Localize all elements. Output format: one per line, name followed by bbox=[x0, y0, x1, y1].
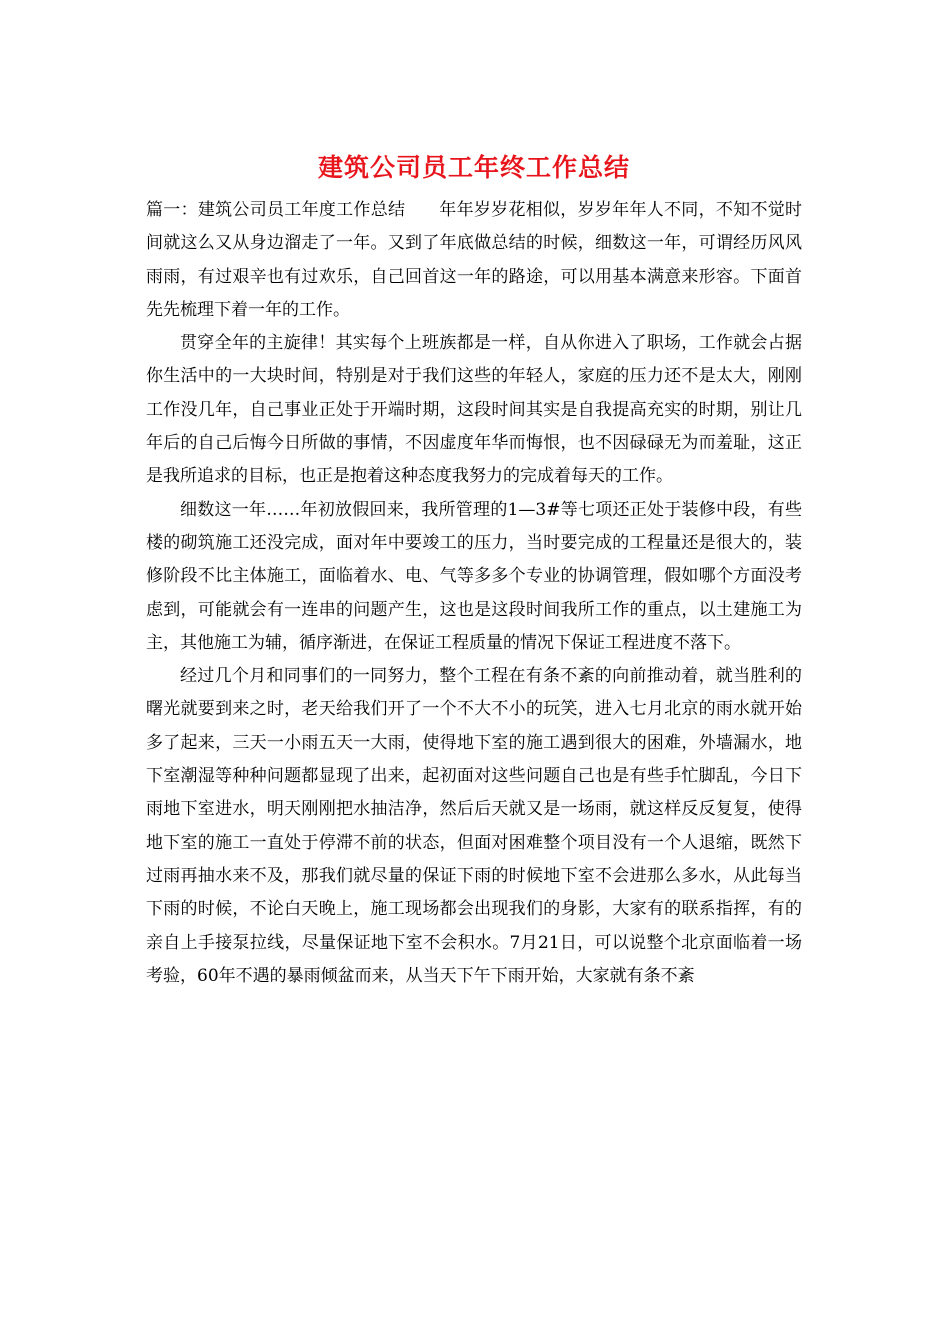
paragraph-rain-challenge: 经过几个月和同事们的一同努力，整个工程在有条不紊的向前推动着，就当胜利的曙光就要到来之时，老天给我们开了一个不大不小的玩笑，进入七月北京的雨水就开始多了起来，三天一小雨五天一大雨，使得地下室的施工遇到很大的困难，外墙漏水，地下室潮湿等种种问题都显现了出来，起初面对这些问题自己也是有些手忙脚乱，今日下雨地下室进水，明天刚刚把水抽洁净，然后后天就又是一场雨，就这样反反复复，使得地下室的施工一直处于停滞不前的状态，但面对困难整个项目没有一个人退缩，既然下过雨再抽水来不及，那我们就尽量的保证下雨的时候地下室不会进那么多水，从此每当下雨的时候，不论白天晚上，施工现场都会出现我们的身影，大家有的联系指挥，有的亲自上手接泵拉线，尽量保证地下室不会积水。7月21日，可以说整个北京面临着一场考验，60年不遇的暴雨倾盆而来，从当天下午下雨开始，大家就有条不紊 bbox=[146, 666, 802, 986]
paragraph-intro bbox=[146, 194, 802, 327]
document-title: 建筑公司员工年终工作总结 bbox=[317, 153, 630, 182]
document-page bbox=[146, 150, 802, 993]
section-label: 篇一：建筑公司员工年度工作总结 bbox=[146, 200, 406, 220]
paragraph-main-theme: 贯穿全年的主旋律！其实每个上班族都是一样，自从你进入了职场，工作就会占据你生活中的一大块时间，特别是对于我们这些的年轻人，家庭的压力还不是太大，刚刚工作没几年，自己事业正处于开端时期，这段时间其实是自我提高充实的时期，别让几年后的自己后悔今日所做的事情，不因虚度年华而悔恨，也不因碌碌无为而羞耻，这正是我所追求的目标，也正是抱着这种态度我努力的完成着每天的工作。 bbox=[146, 333, 802, 487]
paragraph-year-review: 细数这一年……年初放假回来，我所管理的1—3#等七项还正处于装修中段，有些楼的砌筑施工还没完成，面对年中要竣工的压力，当时要完成的工程量还是很大的，装修阶段不比主体施工，面临着水、电、气等多多个专业的协调管理，假如哪个方面没考虑到，可能就会有一连串的问题产生，这也是这段时间我所工作的重点，以土建施工为主，其他施工为辅，循序渐进，在保证工程质量的情况下保证工程进度不落下。 bbox=[146, 499, 802, 653]
paragraph-text: 年年岁岁花相似，岁岁年年人不同，不知不觉时间就这么又从身边溜走了一年。又到了年底做总结的时候，细数这一年，可谓经历风风雨雨，有过艰辛也有过欢乐，自己回首这一年的路途，可以用基本满意来形容。下面首先先梳理下着一年的工作。 bbox=[146, 200, 803, 320]
